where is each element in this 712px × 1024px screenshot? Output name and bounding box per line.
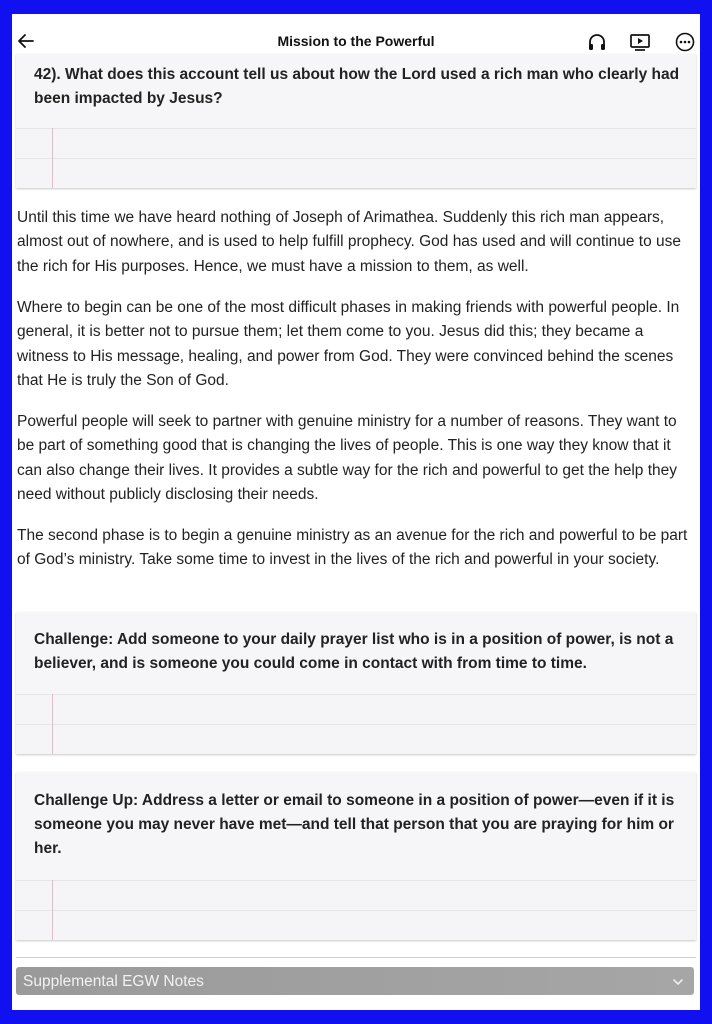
- video-icon[interactable]: [629, 31, 651, 53]
- answer-line: [16, 158, 696, 189]
- more-icon[interactable]: [674, 31, 696, 53]
- challenge-text: Challenge: Add someone to your daily prayer list who is in a position of power, is not a believer, and is someone you could come in contact with from time to time.: [34, 631, 674, 672]
- margin-line: [52, 694, 53, 754]
- question-card: [16, 54, 696, 188]
- challenge-up-card: [16, 772, 696, 940]
- paragraph: Until this time we have heard nothing of Joseph of Arimathea. Suddenly this rich man appears, almost out of nowhere, and is used to help fulfill prophecy. God has used and will continue to use the rich for His purposes. Hence, we must have a mission to them, as well.: [17, 209, 682, 275]
- answer-line: [16, 910, 696, 941]
- answer-line: [16, 724, 696, 755]
- challenge-up-text: Challenge Up: Address a letter or email to someone in a position of power—even if it is someone you may never have met—and tell that person that you are praying for him or her.: [34, 792, 675, 857]
- answer-line: [16, 880, 696, 911]
- paragraph: Where to begin can be one of the most difficult phases in making friends with powerful people. In general, it is better not to pursue them; let them come to you. Jesus did this; they became a witness to His message, healing, and power from God. They were convinced behind the scenes that He is truly the Son of God.: [17, 299, 680, 389]
- paragraph: The second phase is to begin a genuine ministry as an avenue for the rich and powerful to be part of God’s ministry. Take some time to invest in the lives of the rich and powerful in your society.: [17, 527, 688, 569]
- margin-line: [52, 128, 53, 188]
- chevron-down-icon: [672, 975, 684, 987]
- answer-line: [16, 128, 696, 159]
- paragraph: Powerful people will seek to partner with genuine ministry for a number of reasons. They want to be part of something good that is changing the lives of people. This is one way they know that it can also change their lives. It provides a subtle way for the rich and powerful to get the help they need without publicly disclosing their needs.: [17, 413, 677, 503]
- supplemental-egw-notes-accordion[interactable]: [16, 967, 694, 995]
- answer-field[interactable]: [16, 128, 696, 188]
- divider: [16, 957, 696, 958]
- page-title: Mission to the Powerful: [277, 33, 435, 49]
- answer-field[interactable]: [16, 694, 696, 754]
- accordion-label: Supplemental EGW Notes: [23, 973, 204, 990]
- headphones-icon[interactable]: [586, 31, 608, 53]
- answer-line: [16, 694, 696, 725]
- margin-line: [52, 880, 53, 940]
- challenge-card: [16, 612, 696, 754]
- app-window: [12, 14, 700, 1010]
- answer-field[interactable]: [16, 880, 696, 940]
- question-text: 42). What does this account tell us about how the Lord used a rich man who clearly had been impacted by Jesus?: [34, 66, 680, 107]
